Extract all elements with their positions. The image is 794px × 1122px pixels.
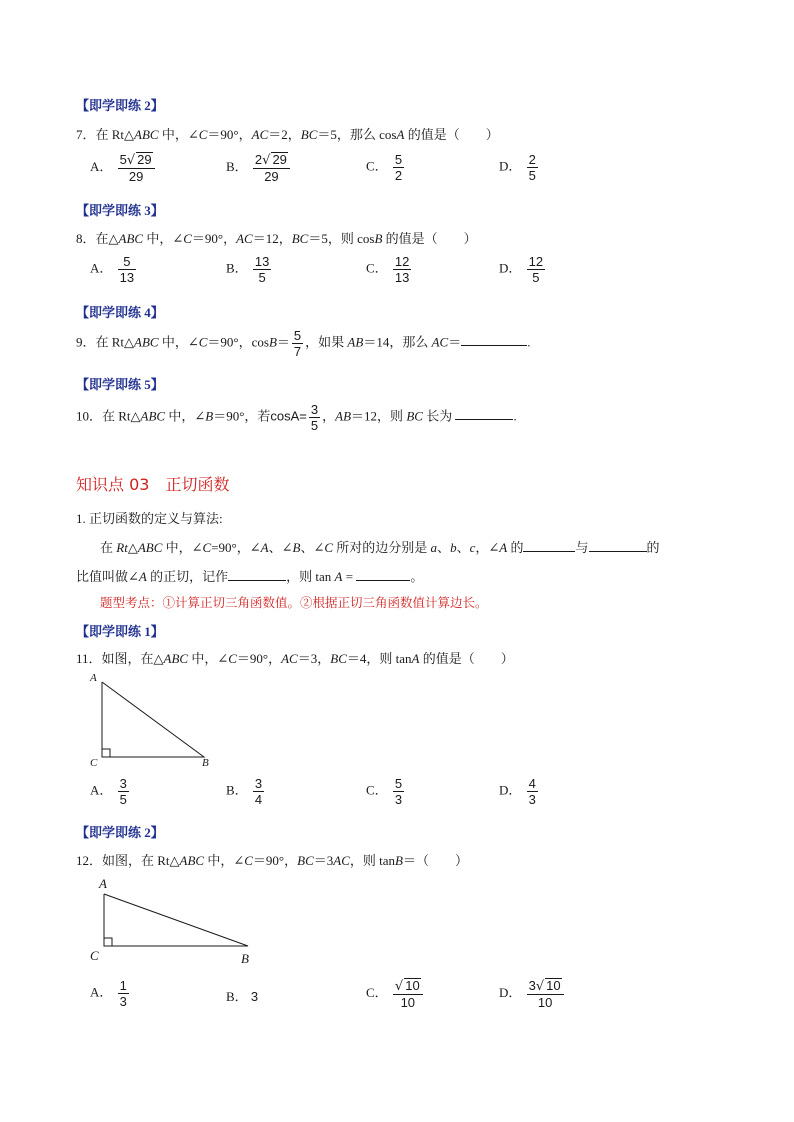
fraction [253,776,264,807]
vertex-label-a: A [99,876,107,891]
denominator: 13 [394,270,410,285]
option-a[interactable] [90,152,157,184]
q10-var: BC [406,408,423,424]
def-text: ，则 tan [286,569,335,584]
q9-text: ＝90°，cos [207,334,269,350]
q10-cos: cosA= [270,408,307,424]
answer-blank[interactable] [228,569,286,581]
radicand: 29 [272,152,287,167]
q7-text: ＝5，那么 cos [317,127,397,142]
answer-blank[interactable] [461,334,527,346]
q7-var: C [198,127,208,142]
option-d[interactable] [499,776,540,807]
def-text: 中，∠ [162,540,203,555]
fraction [118,776,129,807]
fraction [393,776,404,807]
option-label: A． [90,984,113,1000]
q11-text: 的值是（ ） [419,651,514,666]
def-text: 的 [646,540,660,555]
def-var: A [499,540,508,555]
q11-text: ＝4，则 tan [346,651,412,666]
q7-text: 7．在 Rt△ [76,127,135,142]
def-text: 的 [507,540,524,555]
def-var: A [138,569,147,584]
q12-text: ，则 tan [349,853,396,868]
fraction [393,152,404,183]
fraction [292,328,303,359]
triangle-figure-12 [86,872,266,968]
option-c[interactable] [366,254,413,285]
radicand: 10 [405,978,420,993]
option-label: D． [499,984,522,1000]
denominator: 29 [264,169,279,184]
definition-heading: 1. 正切函数的定义与算法: [76,511,223,526]
q10-var: AB [335,408,352,424]
answer-blank[interactable] [356,569,410,581]
fraction [118,254,136,285]
option-label: A． [90,158,113,174]
fraction [527,978,564,1010]
fraction [527,254,545,285]
practice-heading: 【即学即练 4】 [76,305,164,320]
numerator: 5 [394,776,403,791]
option-b[interactable] [226,776,266,807]
right-angle-mark [104,938,112,946]
q7-text: 中，∠ [158,127,199,142]
numerator: 12 [528,254,544,269]
numerator: 5 [293,328,302,343]
q10-var: B [205,408,214,424]
q9-var: B [268,334,277,350]
coef: 3 [528,978,536,993]
q7-text: ＝2， [268,127,301,142]
def-text: 、∠ [300,540,325,555]
coef: 2 [254,152,263,167]
q10-text: 10．在 Rt△ [76,408,141,424]
denominator: 4 [254,792,263,807]
section-title: 知识点 03 正切函数 [76,475,230,494]
question-7 [76,124,499,143]
q11-var: AC [281,651,298,666]
practice-heading: 【即学即练 3】 [76,203,164,218]
definition-line-2 [76,566,423,585]
q9-text: ，如果 [305,334,348,350]
option-label: C． [366,984,388,1000]
triangle-12 [104,894,248,946]
q7-var: AC [251,127,269,142]
option-label: C． [366,158,388,174]
q11-text: 11．如图，在△ [76,651,164,666]
q10-text: 长为 [422,408,456,424]
answer-blank[interactable] [455,408,513,420]
q8-text: 的值是（ ） [382,231,477,246]
q12-text: 12．如图，在 Rt△ [76,853,180,868]
q12-var: BC [297,853,314,868]
triangle-figure-11 [86,670,216,770]
numerator: 13 [254,254,270,269]
def-var: C [324,540,334,555]
fraction [393,254,411,285]
answer-blank[interactable] [589,540,647,552]
answer-blank[interactable] [523,540,575,552]
q9-text: 中，∠ [158,334,199,350]
q8-text: 中，∠ [143,231,184,246]
q11-var: ABC [163,651,189,666]
denominator: 10 [400,995,416,1010]
numerator: 1 [119,978,127,993]
definition-line-1 [100,537,660,556]
denominator: 2 [394,168,403,183]
def-text: =90°，∠ [211,540,261,555]
option-label: B． [226,260,248,276]
q10-text: . [513,408,517,424]
q8-text: ＝90°， [191,231,237,246]
practice-heading: 【即学即练 1】 [76,624,164,639]
practice-heading: 【即学即练 5】 [76,377,164,392]
denominator: 3 [119,994,127,1009]
triangle-11 [102,682,204,757]
denominator: 13 [119,270,135,285]
option-label: A． [90,782,113,798]
q12-text: 中，∠ [204,853,245,868]
option-c[interactable] [366,152,406,183]
option-label: A． [90,260,113,276]
q9-text: ＝ [276,334,290,350]
fraction [527,776,538,807]
option-a[interactable] [90,254,138,285]
option-b[interactable] [226,254,273,285]
q9-text: ＝14，那么 [363,334,432,350]
q11-var: C [228,651,237,666]
option-label: D． [499,782,522,798]
def-text: 。 [410,569,424,584]
option-label: C． [366,260,388,276]
def-var: B [292,540,301,555]
q7-text: ＝90°， [207,127,252,142]
q12-text: ＝3 [313,853,334,868]
q12-var: C [244,853,253,868]
q9-var: AC [431,334,449,350]
question-11 [76,648,514,667]
numerator: 3 [119,776,127,791]
def-text: 的正切，记作 [146,569,229,584]
numerator: 3 [310,402,319,417]
q8-var: B [374,231,383,246]
numerator: 5 [118,254,136,270]
q12-text: ＝90°， [252,853,298,868]
numerator: 12 [394,254,410,269]
q11-var: A [411,651,420,666]
q9-var: ABC [134,334,159,350]
q11-text: ＝3， [297,651,331,666]
option-label: D． [499,260,522,276]
option-c[interactable] [366,776,406,807]
def-text: 与 [575,540,589,555]
vertex-label-c: C [90,948,99,963]
fraction [393,978,423,1010]
q8-text: ＝5，则 cos [308,231,375,246]
denominator: 29 [128,169,144,184]
q10-var: ABC [140,408,166,424]
q11-text: ＝90°， [236,651,282,666]
q12-var: B [395,853,403,868]
denominator: 7 [293,344,302,359]
option-b[interactable] [226,986,258,1005]
q12-text: ＝（ ） [402,853,468,868]
q8-text: ＝12， [252,231,292,246]
q8-text: 8．在△ [76,231,119,246]
def-var: c [469,540,476,555]
q11-text: 中，∠ [188,651,229,666]
q11-var: BC [330,651,347,666]
fraction [118,152,155,184]
question-12 [76,850,468,869]
q9-text: ＝ [448,334,462,350]
def-text: ，∠ [475,540,500,555]
q12-var: AC [333,853,350,868]
denominator: 5 [532,270,540,285]
option-d[interactable] [499,978,566,1010]
right-angle-mark [102,749,110,757]
q10-text: ＝12，则 [351,408,407,424]
def-var: A [260,540,269,555]
q7-var: BC [300,127,318,142]
option-label: D． [499,158,522,174]
def-text: 所对的边分别是 [333,540,431,555]
numerator: 2 [528,152,536,167]
q7-var: ABC [134,127,159,142]
practice-heading: 【即学即练 2】 [76,825,164,840]
q7-var: A [396,127,405,142]
q8-var: C [183,231,192,246]
option-d[interactable] [499,152,540,183]
fraction [309,402,320,433]
def-var: C [202,540,212,555]
q10-text: ， [322,408,336,424]
fraction [253,152,290,184]
numerator: 3 [254,776,263,791]
def-var: A [334,569,343,584]
sqrt-icon: √ [535,979,545,994]
q10-text: ＝90°，若 [213,408,271,424]
option-d[interactable] [499,254,547,285]
q9-text: 9．在 Rt△ [76,334,135,350]
q10-text: 中，∠ [165,408,206,424]
question-8 [76,228,477,247]
question-type-tip: 题型考点：①计算正切三角函数值。②根据正切三角函数值计算边长。 [100,596,488,610]
sqrt-icon: √ [394,979,404,994]
radicand: 29 [137,152,152,167]
practice-heading: 【即学即练 2】 [76,98,164,113]
radicand: 10 [546,978,561,993]
def-var: b [450,540,457,555]
q8-var: BC [291,231,309,246]
coef: 5 [119,152,127,167]
option-b[interactable] [226,152,292,184]
def-text: 比值叫做∠ [76,569,139,584]
denominator: 3 [528,792,536,807]
q9-var: C [198,334,208,350]
numerator: 5 [394,152,403,167]
fraction [118,978,129,1009]
def-text: 、∠ [268,540,293,555]
vertex-label-b: B [202,757,209,769]
q8-var: AC [236,231,253,246]
numerator: 4 [528,776,536,791]
fraction [253,254,271,285]
q12-var: ABC [179,853,205,868]
denominator: 3 [394,792,403,807]
option-label: B． [226,989,248,1004]
def-text: 在 [100,540,117,555]
vertex-label-c: C [90,757,98,769]
sqrt-icon: √ [262,153,271,168]
option-a[interactable] [90,978,131,1009]
option-a[interactable] [90,776,131,807]
fraction [527,152,538,183]
def-var: Rt△ABC [116,540,163,555]
q7-text: 的值是（ ） [404,127,499,142]
q9-text: . [527,334,531,350]
def-text: 、 [456,540,470,555]
option-c[interactable] [366,978,425,1010]
option-label: B． [226,158,248,174]
def-var: a [430,540,438,555]
question-10 [76,402,517,433]
vertex-label-a: A [90,672,97,684]
option-label: B． [226,782,248,798]
denominator: 5 [310,418,319,433]
denominator: 5 [528,168,536,183]
denominator: 5 [119,792,127,807]
q9-var: AB [347,334,364,350]
sqrt-icon: √ [126,153,136,168]
denominator: 5 [258,270,266,285]
q8-var: ABC [118,231,144,246]
denominator: 10 [537,995,553,1010]
def-text: 、 [437,540,451,555]
def-text: = [342,569,357,584]
vertex-label-b: B [241,951,249,966]
option-label: C． [366,782,388,798]
question-9 [76,328,530,359]
option-value: 3 [250,989,259,1004]
